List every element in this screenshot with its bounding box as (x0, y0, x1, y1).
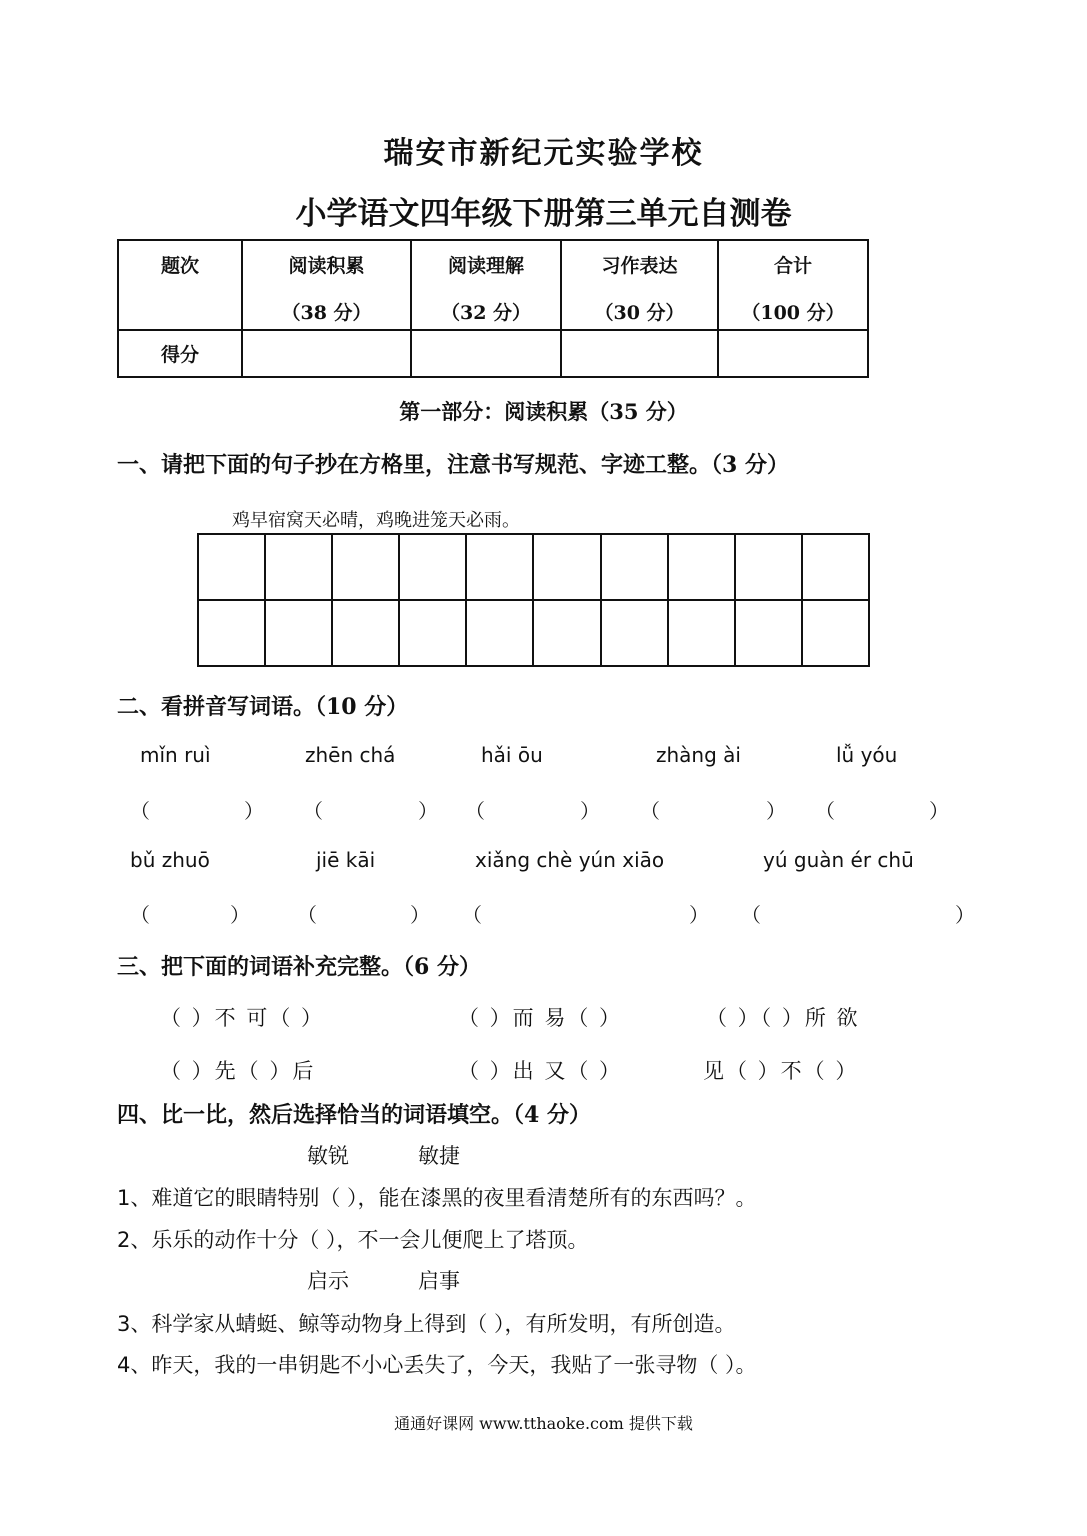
grid-cell[interactable] (668, 600, 735, 666)
pinyin: bǔ zhuō (130, 848, 210, 872)
score-cell[interactable] (718, 330, 868, 377)
column-points: （38 分） (281, 302, 372, 324)
grid-cell[interactable] (601, 600, 668, 666)
grid-cell[interactable] (198, 534, 265, 600)
pinyin: zhàng ài (656, 743, 741, 767)
column-points: （32 分） (440, 302, 532, 324)
idiom-fill: （ ）先（ ）后 (160, 1059, 316, 1083)
row-label-question (118, 240, 242, 330)
grid-cell[interactable] (533, 600, 600, 666)
q3-heading: 三、把下面的词语补充完整。（6 分） (117, 954, 481, 980)
column-points: （30 分） (594, 302, 685, 324)
answer-paren-close: ） (955, 903, 975, 927)
writing-grid (197, 533, 870, 667)
column-reading-accumulation (242, 240, 411, 330)
column-label: 习作表达 (601, 255, 678, 277)
score-table-header-row (118, 240, 868, 330)
answer-paren-open: （ (130, 903, 150, 927)
idiom-fill: （ ）不 可（ ） (160, 1006, 325, 1030)
grid-cell[interactable] (601, 534, 668, 600)
word-choice: 敏锐 (307, 1144, 349, 1168)
score-cell[interactable] (561, 330, 718, 377)
grid-row (198, 534, 869, 600)
answer-paren-open: （ (640, 799, 660, 823)
score-table-score-row (118, 330, 868, 377)
pinyin: zhēn chá (305, 743, 396, 767)
idiom-fill: （ ）而 易（ ） (458, 1006, 623, 1030)
answer-paren-open: （ (297, 903, 317, 927)
q4-sentence-2: 2、乐乐的动作十分（ ），不一会儿便爬上了塔顶。 (117, 1228, 589, 1252)
pinyin: hǎi ōu (481, 743, 543, 767)
grid-cell[interactable] (265, 600, 332, 666)
score-table (117, 239, 869, 378)
answer-paren-close: ） (689, 903, 709, 927)
pinyin: jiē kāi (316, 848, 376, 872)
idiom-fill: （ ）（ ）所 欲 (706, 1006, 860, 1030)
row-label-question-text: 题次 (160, 255, 199, 277)
column-label: 合计 (773, 255, 812, 277)
idiom-fill: 见（ ）不（ ） (703, 1059, 859, 1083)
pinyin: yú guàn ér chū (763, 848, 914, 872)
grid-cell[interactable] (802, 534, 869, 600)
score-cell[interactable] (242, 330, 411, 377)
grid-cell[interactable] (332, 600, 399, 666)
answer-paren-close: ） (230, 903, 250, 927)
grid-cell[interactable] (198, 600, 265, 666)
grid-row (198, 600, 869, 666)
row-label-score: 得分 (118, 330, 242, 377)
word-choice: 启事 (418, 1269, 460, 1293)
column-points: （100 分） (741, 302, 845, 324)
grid-cell[interactable] (466, 534, 533, 600)
school-name: 瑞安市新纪元实验学校 (383, 136, 704, 171)
grid-cell[interactable] (735, 534, 802, 600)
column-reading-comprehension (411, 240, 561, 330)
exam-title: 小学语文四年级下册第三单元自测卷 (295, 196, 792, 232)
answer-paren-open: （ (130, 799, 150, 823)
word-choice: 启示 (307, 1269, 349, 1293)
answer-paren-close: ） (929, 799, 949, 823)
grid-cell[interactable] (802, 600, 869, 666)
pinyin: mǐn ruì (140, 743, 211, 767)
q4-sentence-4: 4、昨天，我的一串钥匙不小心丢失了，今天，我贴了一张寻物（ ）。 (117, 1353, 757, 1377)
answer-paren-close: ） (418, 799, 438, 823)
q4-sentence-3: 3、科学家从蜻蜓、鲸等动物身上得到（ ），有所发明，有所创造。 (117, 1312, 736, 1336)
q1-heading: 一、请把下面的句子抄在方格里，注意书写规范、字迹工整。（3 分） (117, 452, 789, 478)
q4-heading: 四、比一比，然后选择恰当的词语填空。（4 分） (117, 1102, 591, 1128)
column-writing (561, 240, 718, 330)
grid-cell[interactable] (399, 600, 466, 666)
footer-credit: 通通好课网 www.tthaoke.com 提供下载 (394, 1414, 693, 1433)
grid-cell[interactable] (735, 600, 802, 666)
grid-cell[interactable] (466, 600, 533, 666)
answer-paren-open: （ (462, 903, 482, 927)
grid-cell[interactable] (399, 534, 466, 600)
answer-paren-close: ） (580, 799, 600, 823)
grid-cell[interactable] (332, 534, 399, 600)
part1-heading: 第一部分：阅读积累（35 分） (399, 399, 688, 424)
answer-paren-open: （ (465, 799, 485, 823)
answer-paren-close: ） (766, 799, 786, 823)
q1-sentence: 鸡早宿窝天必晴，鸡晚进笼天必雨。 (232, 510, 520, 531)
idiom-fill: （ ）出 又（ ） (458, 1059, 623, 1083)
grid-cell[interactable] (533, 534, 600, 600)
q4-sentence-1: 1、难道它的眼睛特别（ ），能在漆黑的夜里看清楚所有的东西吗？。 (117, 1186, 757, 1210)
grid-cell[interactable] (668, 534, 735, 600)
answer-paren-open: （ (741, 903, 761, 927)
pinyin: lǚ yóu (836, 743, 898, 767)
answer-paren-close: ） (410, 903, 430, 927)
score-cell[interactable] (411, 330, 561, 377)
column-total (718, 240, 868, 330)
column-label: 阅读积累 (288, 255, 365, 277)
word-choice: 敏捷 (418, 1144, 460, 1168)
answer-paren-open: （ (303, 799, 323, 823)
answer-paren-close: ） (244, 799, 264, 823)
column-label: 阅读理解 (447, 255, 524, 277)
pinyin: xiǎng chè yún xiāo (475, 848, 665, 872)
q2-heading: 二、看拼音写词语。（10 分） (117, 694, 409, 720)
answer-paren-open: （ (815, 799, 835, 823)
grid-cell[interactable] (265, 534, 332, 600)
